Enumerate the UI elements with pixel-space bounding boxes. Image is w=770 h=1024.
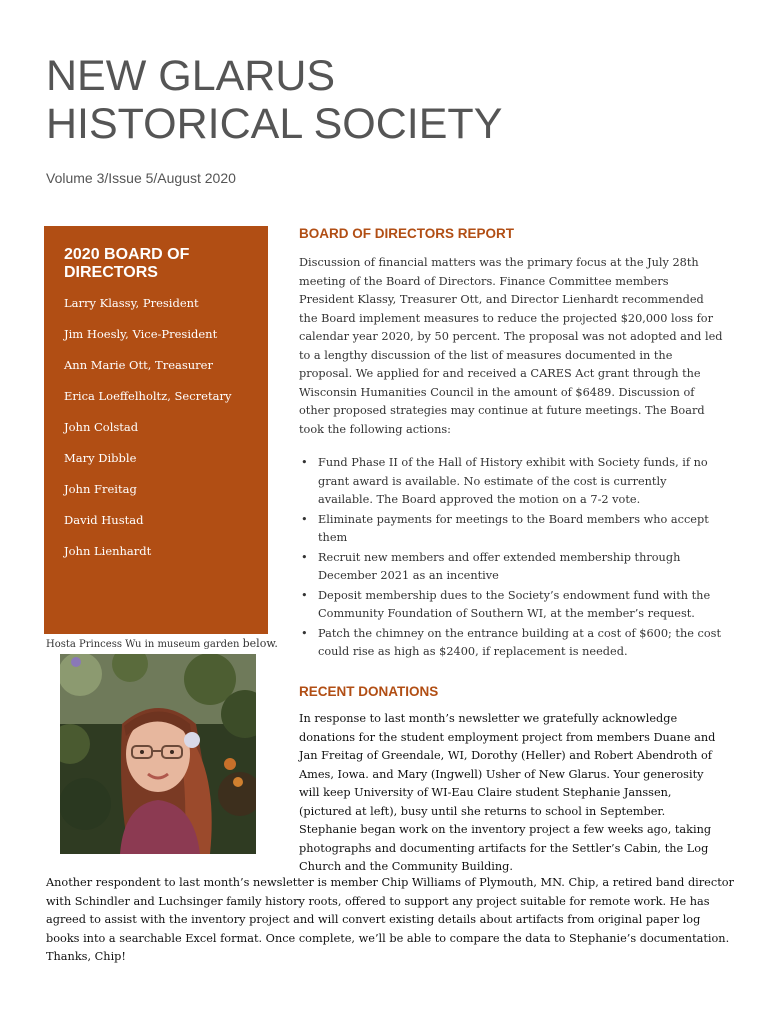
board-member: John Lienhardt — [64, 544, 152, 558]
issue-info: Volume 3/Issue 5/August 2020 — [46, 170, 236, 186]
donations-followup: Another respondent to last month’s newsletter is member Chip Williams of Plymouth, MN. Chip, a retired band director with Schindler and Luchsinger family history roots, offered to support any project suitable for remote work. He has agreed to assist with the inventory project and will convert existing details about artifacts from original paper log books into a searchable Excel format. Once complete, we’ll be able to compare the data to Stephanie’s documentation. Thanks, Chip! — [46, 876, 734, 963]
list-item: • Deposit membership dues to the Society’s endowment fund with the Community Foundation of Southern WI, at the member’s request. — [299, 587, 723, 624]
list-item: • Fund Phase II of the Hall of History exhibit with Society funds, if no grant award is available. No estimate of the cost is currently available. The Board approved the motion on a 7-2 vote. — [299, 454, 723, 510]
donations-heading: RECENT DONATIONS — [299, 684, 439, 699]
board-report-heading: BOARD OF DIRECTORS REPORT — [299, 226, 515, 241]
caption-tail: below. — [242, 637, 278, 650]
board-report-section — [299, 226, 723, 663]
board-sidebar — [44, 226, 268, 634]
sidebar-title: 2020 BOARD OF DIRECTORS — [64, 246, 190, 281]
board-member: Ann Marie Ott, Treasurer — [64, 358, 213, 372]
caption-text: Hosta Princess Wu in museum garden — [46, 639, 240, 650]
masthead — [46, 52, 726, 148]
board-actions-list — [299, 454, 723, 662]
photo-caption — [46, 637, 278, 650]
portrait-photo — [60, 654, 256, 854]
board-member: John Colstad — [64, 420, 139, 434]
board-member: Erica Loeffelholtz, Secretary — [64, 389, 232, 403]
masthead-line-1: NEW GLARUS — [46, 52, 336, 100]
donations-section — [299, 684, 723, 877]
portrait-illustration — [60, 654, 256, 854]
donations-body: In response to last month’s newsletter we gratefully acknowledge donations for the student employment project from members Duane and Jan Freitag of Greendale, WI, Dorothy (Heller) and Robert Abendroth of Ames, Iowa. and Mary (Ingwell) Usher of New Glarus. Your generosity will keep University of WI-Eau Claire student Stephanie Janssen, (pictured at left), busy until she returns to school in September. Stephanie began work on the inventory project a few weeks ago, taking photographs and documenting artifacts for the Settler’s Cabin, the Log Church and the Community Building. — [299, 712, 716, 873]
board-member: John Freitag — [64, 482, 137, 496]
board-report-intro: Discussion of financial matters was the primary focus at the July 28th meeting of the Board of Directors. Finance Committee members President Klassy, Treasurer Ott, and Director Lienhardt recommended the Board implement measures to reduce the projected $20,000 loss for calendar year 2020, by 50 percent. The proposal was not adopted and led to a lengthy discussion of the list of measures documented in the proposal. We applied for and received a CARES Act grant through the Wisconsin Humanities Council in the amount of $6489. Discussion of other proposed strategies may continue at future meetings. The Board took the following actions: — [299, 256, 723, 436]
board-member: Jim Hoesly, Vice-President — [64, 327, 218, 341]
board-member: Mary Dibble — [64, 451, 137, 465]
list-item: • Recruit new members and offer extended membership through December 2021 as an incentive — [299, 549, 723, 586]
board-member: Larry Klassy, President — [64, 296, 199, 310]
board-member: David Hustad — [64, 513, 144, 527]
list-item: • Eliminate payments for meetings to the Board members who accept them — [299, 511, 723, 548]
list-item: • Patch the chimney on the entrance building at a cost of $600; the cost could rise as high as $2400, if replacement is needed. — [299, 625, 723, 662]
masthead-line-2: HISTORICAL SOCIETY — [46, 100, 503, 148]
